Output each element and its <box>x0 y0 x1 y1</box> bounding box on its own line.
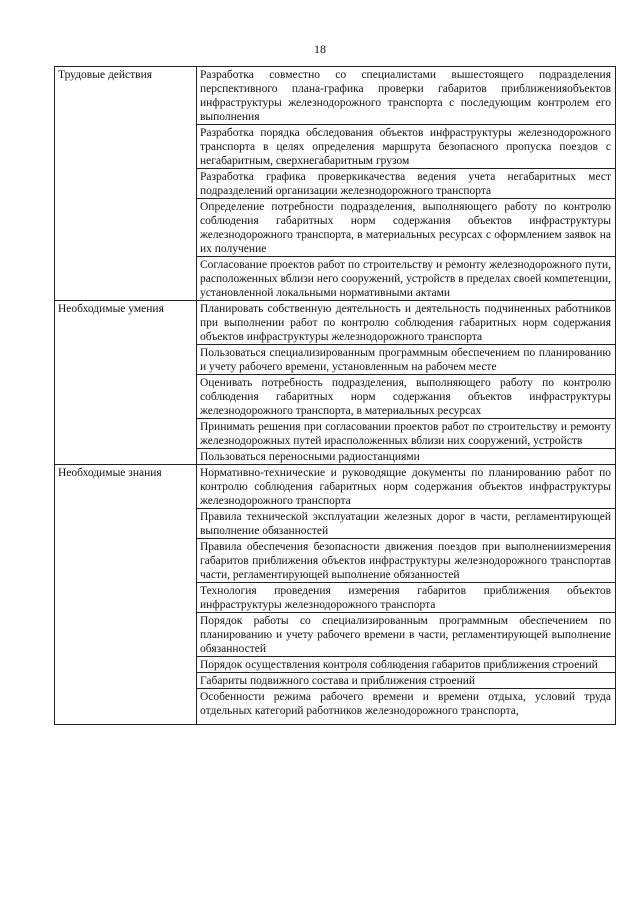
list-item: Нормативно-технические и руководящие документы по планированию работ по контролю соблюдения габаритных норм содержания объектов инфраструктуры железнодорожного транспорта <box>197 465 616 509</box>
section-title-required-skills: Необходимые умения <box>55 301 197 465</box>
list-item: Пользоваться переносными радиостанциями <box>197 449 616 465</box>
list-item: Принимать решения при согласовании проектов работ по строительству и ремонту железнодорожных путей ирасположенных вблизи них сооружений, устройств <box>197 419 616 449</box>
list-item: Разработка порядка обследования объектов инфраструктуры железнодорожного транспорта в целях определения маршрута безопасного пропуска поездов с негабаритным, сверхнегабаритным грузом <box>197 125 616 169</box>
list-item: Планировать собственную деятельность и деятельность подчиненных работников при выполнении работ по контролю соблюдения габаритных норм содержания объектов инфраструктуры железнодорожного транспорта <box>197 301 616 345</box>
list-item <box>197 689 616 725</box>
list-item: Порядок работы со специализированным программным обеспечением по планированию и учету рабочего времени в части, регламентирующей выполнение обязанностей <box>197 613 616 657</box>
list-item: Технология проведения измерения габаритов приближения объектов инфраструктуры железнодорожного транспорта <box>197 583 616 613</box>
list-item: Разработка совместно со специалистами вышестоящего подразделения перспективного плана-графика проверки габаритов приближенияобъектов инфраструктуры железнодорожного транспорта с последующим контролем его выполнения <box>197 67 616 125</box>
list-item: Правила обеспечения безопасности движения поездов при выполнениизмерения габаритов приближения объектов инфраструктуры железнодорожного транспортав части, регламентирующей выполнение обязанностей <box>197 539 616 583</box>
list-item: Пользоваться специализированным программным обеспечением по планированию и учету рабочего времени, установленным на рабочем месте <box>197 345 616 375</box>
section-title-required-knowledge: Необходимые знания <box>55 465 197 725</box>
list-item: Разработка графика проверкикачества ведения учета негабаритных мест подразделений организации железнодорожного транспорта <box>197 169 616 199</box>
table-row <box>55 301 616 345</box>
list-item: Определение потребности подразделения, выполняющего работу по контролю соблюдения габаритных норм содержания объектов инфраструктуры железнодорожного транспорта, в материальных ресурсах с оформлением заявок на их получение <box>197 199 616 257</box>
list-item: Габариты подвижного состава и приближения строений <box>197 673 616 689</box>
list-item: Порядок осуществления контроля соблюдения габаритов приближения строений <box>197 657 616 673</box>
section-title-labor-actions: Трудовые действия <box>55 67 197 301</box>
requirements-table <box>54 66 616 725</box>
table-row <box>55 67 616 125</box>
list-item: Согласование проектов работ по строительству и ремонту железнодорожного пути, расположенных вблизи него сооружений, устройств в пределах своей компетенции, установленной локальными нормативными актами <box>197 257 616 301</box>
list-item: Правила технической эксплуатации железных дорог в части, регламентирующей выполнение обязанностей <box>197 509 616 539</box>
list-item-text: Особенности режима рабочего времени и времени отдыха, условий труда отдельных категорий работников железнодорожного транспорта, <box>200 691 611 717</box>
table-row <box>55 465 616 509</box>
list-item: Оценивать потребность подразделения, выполняющего работу по контролю соблюдения габаритных норм содержания объектов инфраструктуры железнодорожного транспорта, в материальных ресурсах <box>197 375 616 419</box>
page-number: 18 <box>314 42 326 56</box>
